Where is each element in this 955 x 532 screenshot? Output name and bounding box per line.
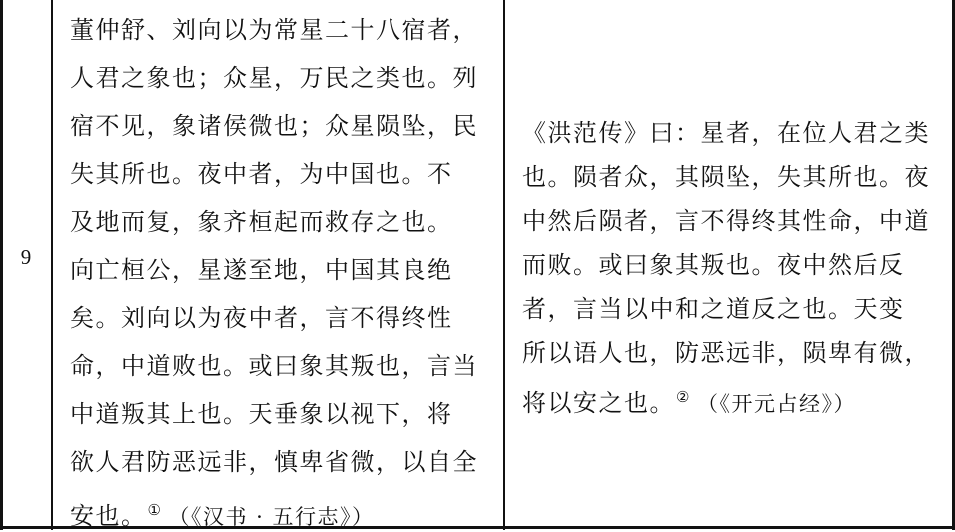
left-line: 人君之象也；众星，万民之类也。列 bbox=[70, 64, 478, 92]
right-line: 《洪范传》曰：星者，在位人君之类 bbox=[522, 119, 930, 147]
column-divider-middle bbox=[503, 0, 505, 530]
right-source-citation: （《开元占经》） bbox=[696, 392, 856, 416]
right-line: 也。陨者众，其陨坠，失其所也。夜 bbox=[522, 163, 930, 191]
left-line: 欲人君防恶远非，慎卑省微，以自全 bbox=[70, 448, 478, 476]
left-line: 向亡桓公，星遂至地，中国其良绝 bbox=[70, 256, 453, 284]
right-last-text: 将以安之也。 bbox=[522, 389, 675, 417]
left-line-last bbox=[70, 495, 374, 532]
right-line: 者，言当以中和之道反之也。天变 bbox=[522, 295, 905, 323]
left-line: 中道叛其上也。天垂象以视下，将 bbox=[70, 400, 453, 428]
left-line: 命，中道败也。或曰象其叛也，言当 bbox=[70, 352, 478, 380]
footnote-marker-1: ① bbox=[147, 501, 163, 519]
left-line: 及地而复，象齐桓起而救存之也。 bbox=[70, 208, 453, 236]
left-line: 失其所也。夜中者，为中国也。不 bbox=[70, 160, 453, 188]
row-number: 9 bbox=[20, 245, 32, 269]
left-line: 矣。刘向以为夜中者，言不得终性 bbox=[70, 304, 453, 332]
right-line: 而败。或曰象其叛也。夜中然后反 bbox=[522, 251, 905, 279]
left-line: 宿不见，象诸侯微也；众星陨坠，民 bbox=[70, 112, 478, 140]
left-source-citation: （《汉书 · 五行志》） bbox=[168, 505, 375, 529]
right-line: 所以语人也，防恶远非，陨卑有微， bbox=[522, 339, 930, 367]
right-line: 中然后陨者，言不得终其性命，中道 bbox=[522, 207, 930, 235]
right-line-last bbox=[522, 382, 856, 419]
left-line: 董仲舒、刘向以为常星二十八宿者， bbox=[70, 16, 478, 44]
footnote-marker-2: ② bbox=[676, 388, 691, 406]
left-last-text: 安也。 bbox=[70, 502, 147, 530]
